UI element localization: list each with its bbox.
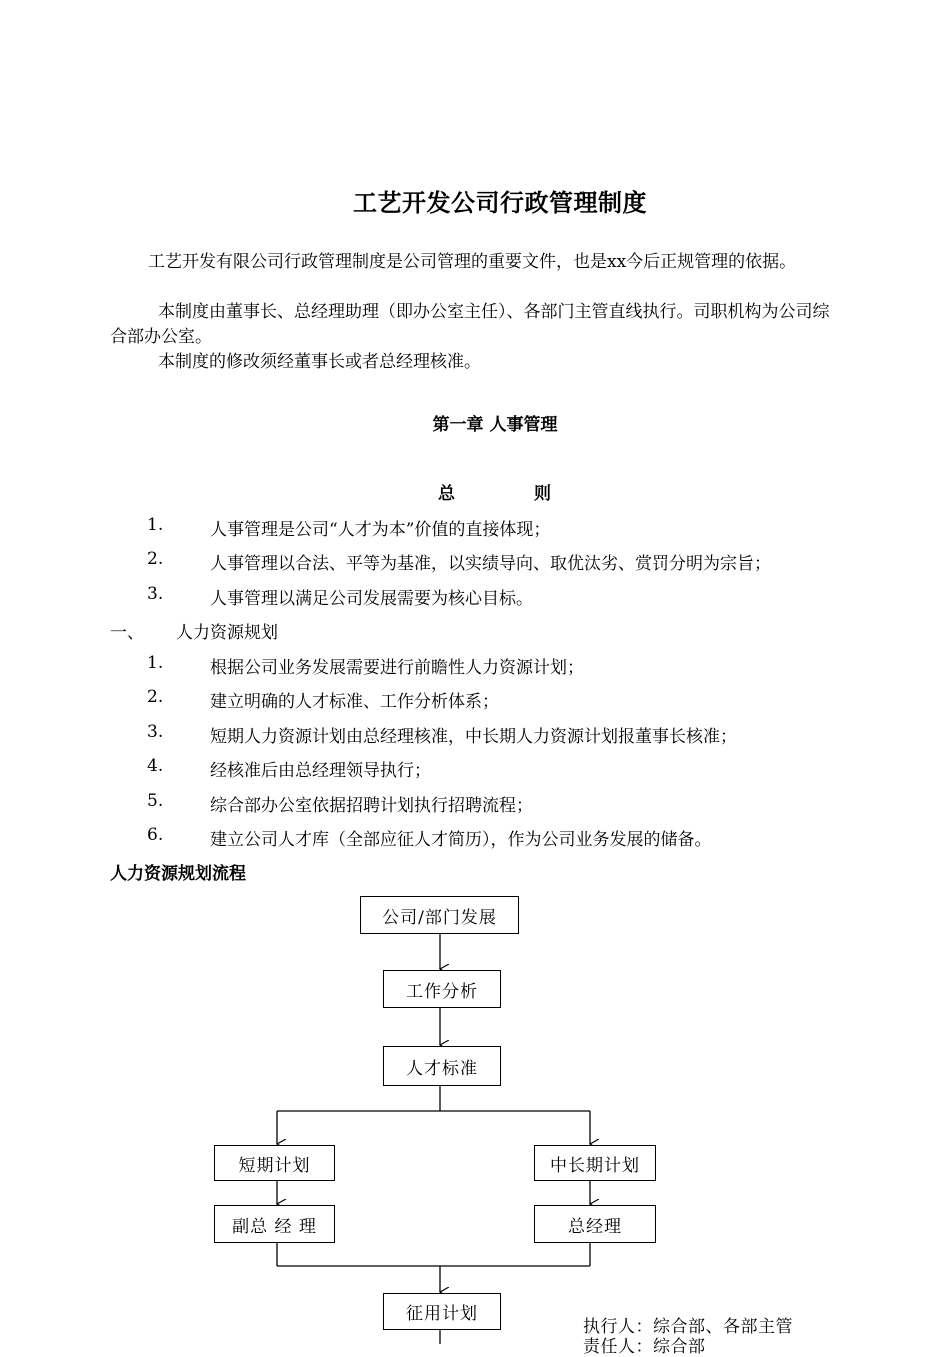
section-number: 一、 bbox=[110, 623, 144, 643]
flow-node-general-manager: 总经理 bbox=[534, 1205, 656, 1243]
list-item-text: 建立明确的人才标准、工作分析体系； bbox=[210, 692, 499, 712]
flow-node-vice-general-manager: 副总 经 理 bbox=[214, 1205, 335, 1243]
flow-node-job-analysis: 工作分析 bbox=[383, 970, 501, 1008]
list-item-text: 人事管理以合法、平等为基准，以实绩导向、取优汰劣、赏罚分明为宗旨； bbox=[210, 554, 771, 574]
list-item-text: 经核准后由总经理领导执行； bbox=[210, 761, 431, 781]
general-heading-char-1: 总 bbox=[438, 484, 455, 504]
intro-paragraph-1: 工艺开发有限公司行政管理制度是公司管理的重要文件，也是xx今后正规管理的依据。 bbox=[148, 252, 797, 272]
intro-paragraph-2: 本制度由董事长、总经理助理（即办公室主任）、各部门主管直线执行。司职机构为公司综合部办公室。 bbox=[110, 302, 830, 347]
list-item-text: 建立公司人才库（全部应征人才简历），作为公司业务发展的储备。 bbox=[210, 830, 712, 850]
flow-node-short-term-plan: 短期计划 bbox=[214, 1145, 335, 1181]
flow-node-mid-long-term-plan: 中长期计划 bbox=[534, 1145, 656, 1181]
list-item-number: 1. bbox=[147, 515, 164, 535]
list-item-text: 人事管理以满足公司发展需要为核心目标。 bbox=[210, 589, 533, 609]
list-item-number: 1. bbox=[147, 653, 164, 673]
list-item-text: 综合部办公室依据招聘计划执行招聘流程； bbox=[210, 796, 533, 816]
intro-paragraph-3: 本制度的修改须经董事长或者总经理核准。 bbox=[158, 352, 481, 372]
list-item-number: 3. bbox=[147, 722, 164, 742]
flow-node-recruitment-plan: 征用计划 bbox=[383, 1293, 501, 1330]
flow-responsible-note: 责任人：综合部 bbox=[583, 1337, 706, 1357]
flowchart-title: 人力资源规划流程 bbox=[110, 864, 246, 884]
list-item-number: 4. bbox=[147, 756, 164, 776]
list-item-number: 3. bbox=[147, 584, 164, 604]
list-item-number: 2. bbox=[147, 549, 164, 569]
section-title: 人力资源规划 bbox=[176, 623, 278, 643]
document-title: 工艺开发公司行政管理制度 bbox=[353, 189, 647, 217]
list-item-text: 人事管理是公司“人才为本”价值的直接体现； bbox=[210, 520, 551, 540]
list-item-number: 6. bbox=[147, 825, 164, 845]
list-item-text: 根据公司业务发展需要进行前瞻性人力资源计划； bbox=[210, 658, 584, 678]
flow-node-company-development: 公司/部门发展 bbox=[360, 896, 519, 934]
chapter-heading: 第一章 人事管理 bbox=[432, 415, 558, 435]
list-item-text: 短期人力资源计划由总经理核准，中长期人力资源计划报董事长核准； bbox=[210, 727, 737, 747]
list-item-number: 5. bbox=[147, 791, 164, 811]
list-item-number: 2. bbox=[147, 687, 164, 707]
flow-executor-note: 执行人：综合部、各部主管 bbox=[583, 1317, 793, 1337]
general-heading-char-2: 则 bbox=[534, 484, 551, 504]
flow-node-talent-standard: 人才标准 bbox=[383, 1046, 501, 1086]
